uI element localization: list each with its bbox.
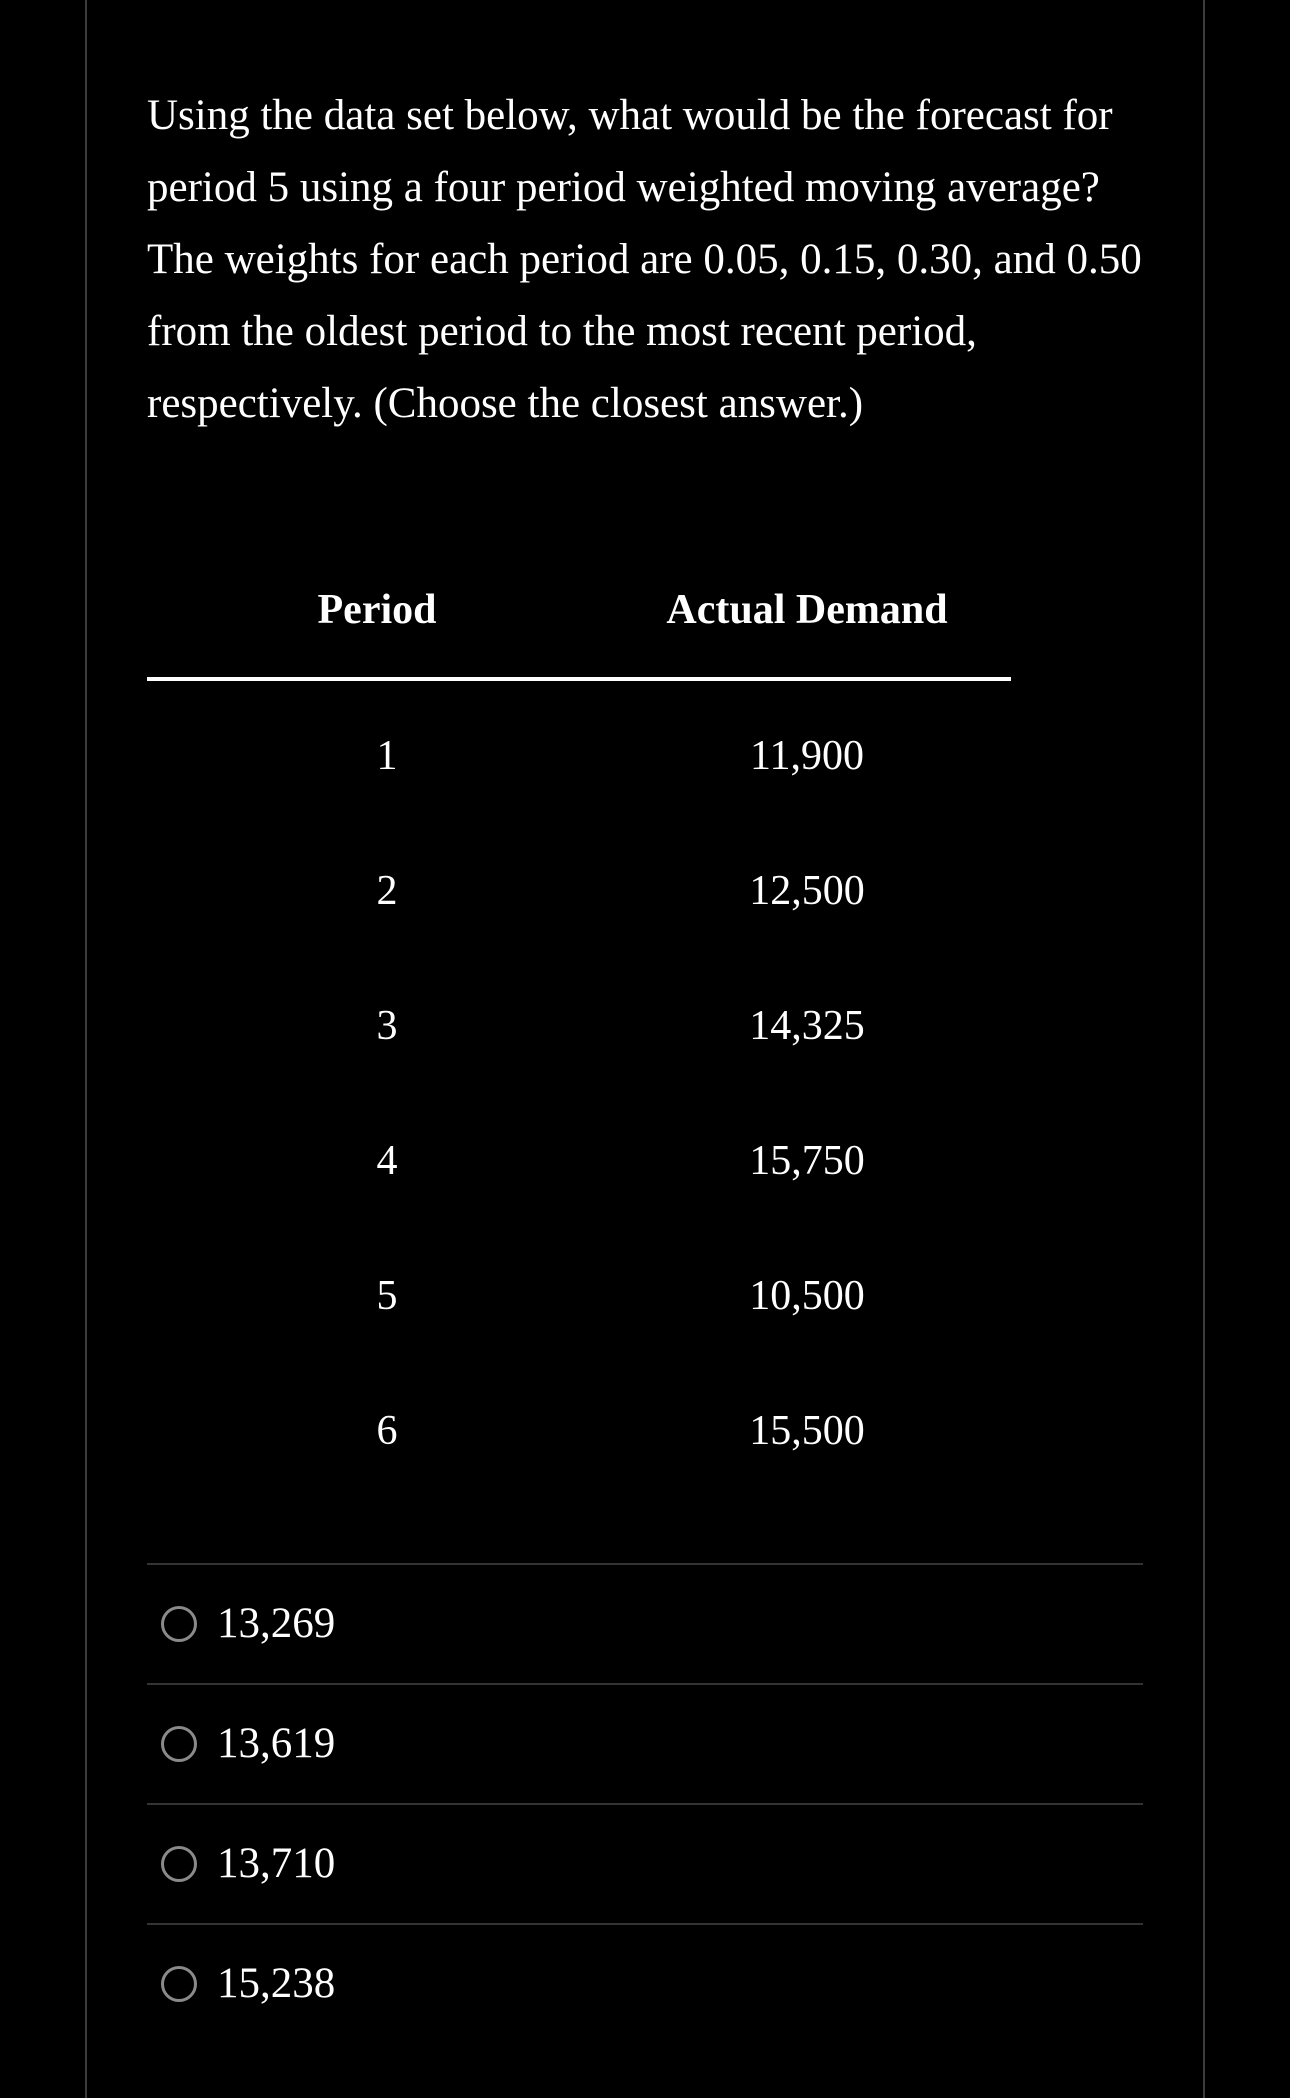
- cell-period: 1: [376, 733, 398, 779]
- table-row: [147, 1401, 1011, 1536]
- cell-period: 3: [376, 1003, 398, 1049]
- header-period: Period: [317, 587, 437, 633]
- answer-option-4[interactable]: [147, 1925, 1143, 2043]
- frame-left-border: [85, 0, 87, 2098]
- header-actual-demand: Actual Demand: [666, 587, 948, 633]
- demand-table: [147, 580, 1011, 1454]
- table-row: [147, 1131, 1011, 1266]
- cell-demand: 10,500: [749, 1273, 865, 1319]
- cell-demand: 11,900: [750, 733, 864, 779]
- table-header: [147, 580, 1011, 680]
- cell-demand: 14,325: [749, 1003, 865, 1049]
- radio-button-icon[interactable]: [161, 1606, 197, 1642]
- answer-option-2[interactable]: [147, 1685, 1143, 1803]
- table-row: [147, 861, 1011, 996]
- option-label: 13,619: [217, 1720, 336, 1767]
- answer-options: [147, 1563, 1143, 2043]
- cell-period: 5: [376, 1273, 398, 1319]
- option-label: 13,710: [217, 1840, 336, 1887]
- cell-period: 6: [376, 1408, 398, 1454]
- cell-demand: 15,750: [749, 1138, 865, 1184]
- question-text: Using the data set below, what would be the forecast for period 5 using a four period weighted moving average? The weights for each period are 0.05, 0.15, 0.30, and 0.50 from the oldest period to the most recent period, respectively. (Choose the closest answer.): [147, 92, 1142, 427]
- option-label: 15,238: [217, 1960, 336, 2007]
- radio-button-icon[interactable]: [161, 1846, 197, 1882]
- cell-period: 2: [376, 868, 398, 914]
- answer-option-1[interactable]: [147, 1565, 1143, 1683]
- table-row: [147, 1266, 1011, 1401]
- frame-right-border: [1203, 0, 1205, 2098]
- answer-option-3[interactable]: [147, 1805, 1143, 1923]
- cell-period: 4: [376, 1138, 398, 1184]
- cell-demand: 12,500: [749, 868, 865, 914]
- cell-demand: 15,500: [749, 1408, 865, 1454]
- table-row: [147, 996, 1011, 1131]
- radio-button-icon[interactable]: [161, 1966, 197, 2002]
- table-body: [147, 681, 1011, 1536]
- radio-button-icon[interactable]: [161, 1726, 197, 1762]
- option-label: 13,269: [217, 1600, 336, 1647]
- table-row: [147, 726, 1011, 861]
